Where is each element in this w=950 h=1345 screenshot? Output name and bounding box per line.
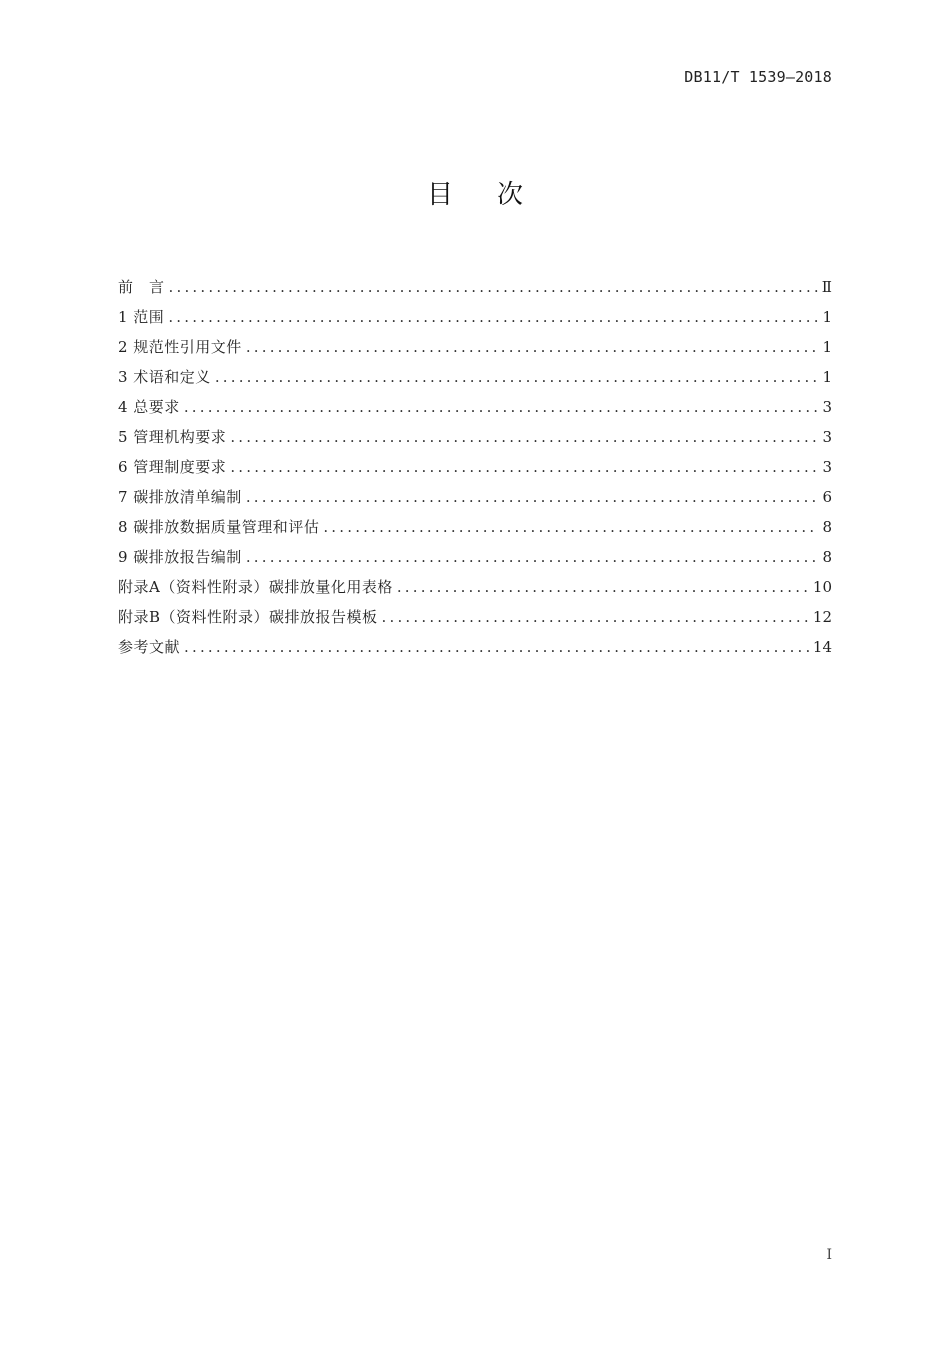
toc-entry-management-system[interactable] — [118, 454, 832, 484]
toc-dot-leader — [168, 304, 818, 330]
toc-entry-label: 参考文献 — [118, 638, 181, 656]
toc-entry-page: 10 — [812, 578, 832, 596]
toc-entry-label: 4 总要求 — [118, 398, 180, 416]
toc-dot-leader — [230, 454, 818, 480]
toc-dot-leader — [169, 274, 818, 300]
toc-entry-emission-inventory[interactable] — [118, 484, 832, 514]
toc-entry-label: 3 术语和定义 — [118, 368, 211, 386]
toc-entry-page: 8 — [822, 548, 832, 566]
toc-entry-page: 1 — [822, 368, 832, 386]
toc-entry-management-organization[interactable] — [118, 424, 832, 454]
toc-entry-terms-definitions[interactable] — [118, 364, 832, 394]
toc-dot-leader — [215, 364, 819, 390]
table-of-contents — [118, 274, 832, 664]
toc-entry-page: 1 — [822, 308, 832, 326]
toc-entry-label: 7 碳排放清单编制 — [118, 488, 242, 506]
toc-dot-leader — [246, 334, 819, 360]
toc-entry-general-requirements[interactable] — [118, 394, 832, 424]
toc-dot-leader — [184, 634, 809, 660]
toc-entry-label: 8 碳排放数据质量管理和评估 — [118, 518, 320, 536]
toc-entry-emission-report[interactable] — [118, 544, 832, 574]
toc-entry-page: 12 — [812, 608, 832, 626]
toc-entry-page: 3 — [822, 458, 832, 476]
toc-dot-leader — [397, 574, 809, 600]
toc-entry-label: 5 管理机构要求 — [118, 428, 227, 446]
toc-entry-page: 3 — [822, 398, 832, 416]
toc-entry-page: 8 — [822, 518, 832, 536]
toc-dot-leader — [246, 544, 819, 570]
toc-entry-data-quality[interactable] — [118, 514, 832, 544]
toc-entry-label: 前 言 — [118, 278, 165, 296]
toc-entry-foreword[interactable] — [118, 274, 832, 304]
document-code: DB11/T 1539—2018 — [684, 68, 832, 86]
toc-entry-page: 1 — [822, 338, 832, 356]
toc-entry-page: 6 — [822, 488, 832, 506]
toc-entry-page: 3 — [822, 428, 832, 446]
toc-title: 目次 — [426, 180, 567, 210]
toc-dot-leader — [323, 514, 818, 540]
toc-entry-appendix-a[interactable] — [118, 574, 832, 604]
toc-dot-leader — [382, 604, 809, 630]
toc-entry-appendix-b[interactable] — [118, 604, 832, 634]
toc-entry-normative-references[interactable] — [118, 334, 832, 364]
toc-entry-label: 附录B（资料性附录）碳排放报告模板 — [118, 608, 378, 626]
toc-dot-leader — [230, 424, 818, 450]
toc-entry-label: 2 规范性引用文件 — [118, 338, 242, 356]
toc-entry-page: 14 — [812, 638, 832, 656]
toc-entry-bibliography[interactable] — [118, 634, 832, 664]
page-number: I — [826, 1247, 832, 1263]
toc-entry-scope[interactable] — [118, 304, 832, 334]
toc-dot-leader — [184, 394, 819, 420]
toc-entry-label: 9 碳排放报告编制 — [118, 548, 242, 566]
toc-entry-label: 附录A（资料性附录）碳排放量化用表格 — [118, 578, 393, 596]
toc-entry-label: 1 范围 — [118, 308, 165, 326]
toc-dot-leader — [246, 484, 819, 510]
toc-entry-label: 6 管理制度要求 — [118, 458, 227, 476]
toc-entry-page: Ⅱ — [821, 278, 832, 296]
